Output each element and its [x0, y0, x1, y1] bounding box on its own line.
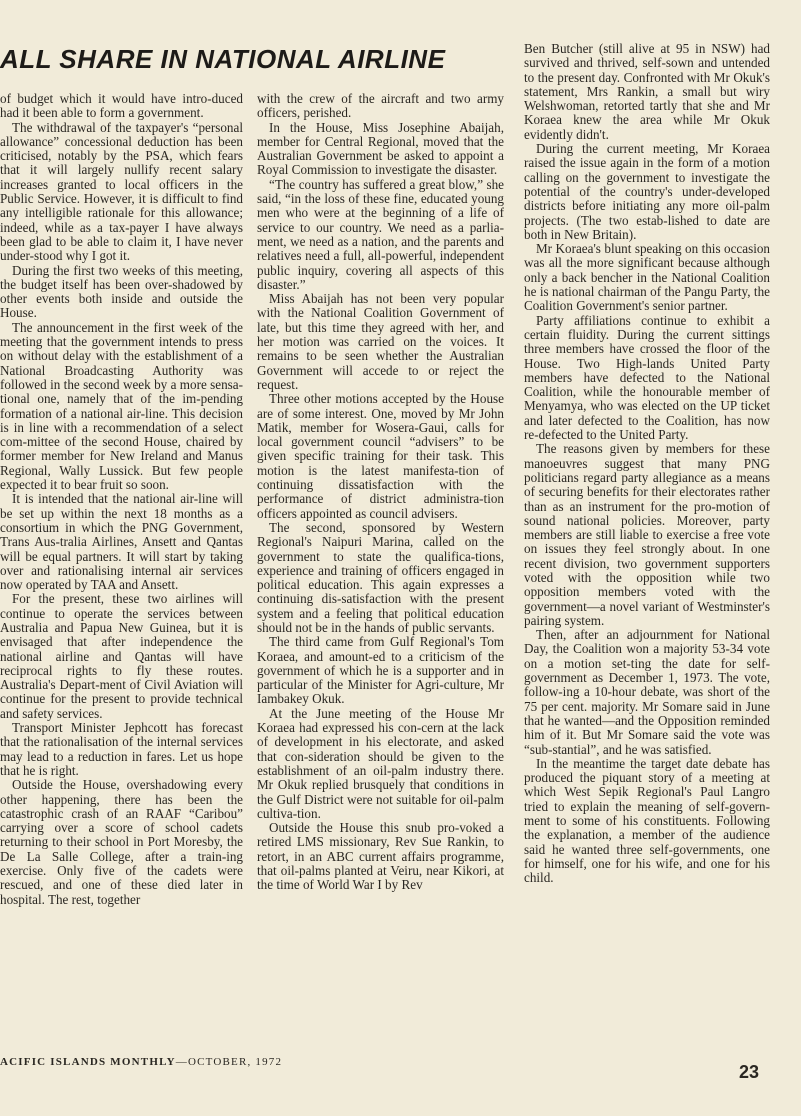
- paragraph: Ben Butcher (still alive at 95 in NSW) had survived and thrived, self-sown and untended to the present day. Confronted with Mr Okuk's statement, Mrs Rankin, a small but wiry Welshwoman, retorted tartly that she and Mr Koraea knew the area while Mr Okuk evidently didn't.: [524, 41, 770, 142]
- paragraph: The second, sponsored by Western Regional's Naipuri Marina, called on the government to state the qualifica-tions, experience and training of officers engaged in political education. This again expresses a continuing dis-satisfaction with the present system and a feeling that political education should not be in the hands of public servants.: [257, 519, 504, 635]
- paragraph: Miss Abaijah has not been very popular with the National Coalition Government of late, but this time they agreed with her, and her motion was carried on the voices. It remains to be seen whether the Australian Government will accede to or reject the request.: [257, 291, 504, 392]
- headline: ALL SHARE IN NATIONAL AIRLINE: [0, 44, 446, 74]
- publication-name: ACIFIC ISLANDS MONTHLY: [0, 1056, 176, 1068]
- paragraph: Party affiliations continue to exhibit a certain fluidity. During the current sittings three members have crossed the floor of the House. Two High-lands United Party members have defected to the National Coalition, while the honourable member of Menyamya, who was elected on the UP ticket and later defected to the Coalition, has now re-defected to the United Party.: [524, 312, 770, 443]
- paragraph: of budget which it would have intro-duced had it been able to form a government.: [0, 91, 243, 121]
- page-footer: [0, 1056, 282, 1068]
- paragraph: Three other motions accepted by the House are of some interest. One, moved by Mr John Matik, member for Wosera-Gaui, calls for local government council “advisers” to be given specific training for their task. This motion is the latest manifesta-tion of continuing dissatisfaction with the performance of district administra-tion officers appointed as council advisers.: [257, 391, 504, 521]
- paragraph: Outside the House, overshadowing every other happening, there has been the catastrophic crash of an RAAF “Caribou” carrying over a score of school cadets returning to their school in Port Moresby, the De La Salle College, after a train-ing exercise. Only five of the cadets were rescued, and one of these died later in hospital. The rest, together: [0, 777, 243, 907]
- paragraph: In the House, Miss Josephine Abaijah, member for Central Regional, moved that the Australian Government be asked to appoint a Royal Commission to investigate the disaster.: [257, 119, 504, 178]
- paragraph: For the present, these two airlines will continue to operate the services between Australia and Papua New Guinea, but it is envisaged that after independence the national airline and Qantas will have reciprocal rights to fly these routes. Australia's Depart-ment of Civil Aviation will continue for the present to provide technical and safety services.: [0, 591, 243, 721]
- paragraph: Transport Minister Jephcott has forecast that the rationalisation of the internal services may lead to a reduction in fares. Let us hope that he is right.: [0, 720, 243, 778]
- issue-date: —OCTOBER, 1972: [175, 1056, 283, 1068]
- paragraph: “The country has suffered a great blow,” she said, “in the loss of these fine, educated young men who were at the beginning of a life of service to our country. We need as a parlia-ment, we need as a nation, and the parents and relatives need a full, all-powerful, independent public inquiry, covering all aspects of this disaster.”: [257, 176, 504, 292]
- paragraph: The third came from Gulf Regional's Tom Koraea, and amount-ed to a criticism of the government of which he is a supporter and in particular of the Minister for Agri-culture, Mr Iambakey Okuk.: [257, 634, 504, 707]
- article-column-1: [0, 92, 243, 907]
- article-column-3: [524, 42, 770, 886]
- paragraph: Outside the House this snub pro-voked a retired LMS missionary, Rev Sue Rankin, to retort, in an ABC current affairs programme, that oil-palms planted at Veiru, near Kikori, at the time of World War I by Rev: [257, 820, 504, 893]
- paragraph: It is intended that the national air-line will be set up within the next 18 months as a consortium in which the PNG Government, Trans Aus-tralia Airlines, Ansett and Qantas will be equal partners. It will start by taking over and rationalising internal air services now operated by TAA and Ansett.: [0, 491, 243, 593]
- paragraph: The withdrawal of the taxpayer's “personal allowance” concessional deduction has been criticised, notably by the PSA, which fears that it will largely nullify recent salary increases granted to local officers in the Public Service. However, it is difficult to find any intelligible rationale for this allowance; indeed, while as a tax-payer I have always been glad to be able to claim it, I have never under-stood why I got it.: [0, 119, 243, 264]
- article-column-2: [257, 92, 504, 893]
- page-number: 23: [738, 1062, 759, 1082]
- paragraph: The reasons given by members for these manoeuvres suggest that many PNG politicians regard party allegiance as a means of securing benefits for their electorates rather than as an instrument for the pro-motion of sound national policies. Moreover, party members are still liable to exercise a free vote on issues they feel strongly about. In one recent division, two government supporters voted with the opposition while two opposition members voted with the government—a novel variant of Westminster's pairing system.: [524, 441, 770, 628]
- paragraph: Mr Koraea's blunt speaking on this occasion was all the more significant because although only a back bencher in the National Coalition he is national chairman of the Pangu Party, the Coalition Government's senior partner.: [524, 241, 770, 314]
- paragraph: Then, after an adjournment for National Day, the Coalition won a majority 53-34 vote on a motion set-ting the date for self-government as December 1, 1973. The vote, follow-ing a 10-hour debate, was short of the 75 per cent. majority. Mr Somare said in June that he wanted—and the Opposition reminded him of it. But Mr Somare said the vote was “sub-stantial”, and he was satisfied.: [524, 627, 770, 757]
- paragraph: In the meantime the target date debate has produced the piquant story of a meeting at which West Sepik Regional's Paul Langro tried to explain the meaning of self-govern-ment to some of his constituents. Following the explanation, a member of the audience said he wanted three self-governments, one for himself, one for his wife, and one for his child.: [524, 755, 770, 886]
- paragraph: The announcement in the first week of the meeting that the government intends to press on without delay with the establishment of a National Broadcasting Authority was followed in the second week by a more sensa-tional one, namely that of the im-pending formation of a national air-line. This decision is in line with a recommendation of a select com-mittee of the second House, chaired by former member for New Ireland and Manus Regional, Wally Lussick. But few people expected it to bear fruit so soon.: [0, 319, 243, 493]
- paragraph: with the crew of the aircraft and two army officers, perished.: [257, 91, 504, 121]
- paragraph: During the first two weeks of this meeting, the budget itself has been over-shadowed by other events both inside and outside the House.: [0, 262, 243, 321]
- paragraph: At the June meeting of the House Mr Koraea had expressed his con-cern at the lack of development in his electorate, and asked that con-sideration should be given to the establishment of an oil-palm industry there. Mr Okuk replied brusquely that conditions in the Gulf District were not suitable for oil-palm cultiva-tion.: [257, 705, 504, 821]
- paragraph: During the current meeting, Mr Koraea raised the issue again in the form of a motion calling on the government to investigate the potential of the country's under-developed districts before initiating any more oil-palm projects. (The two estab-lished to date are both in New Britain).: [524, 141, 770, 242]
